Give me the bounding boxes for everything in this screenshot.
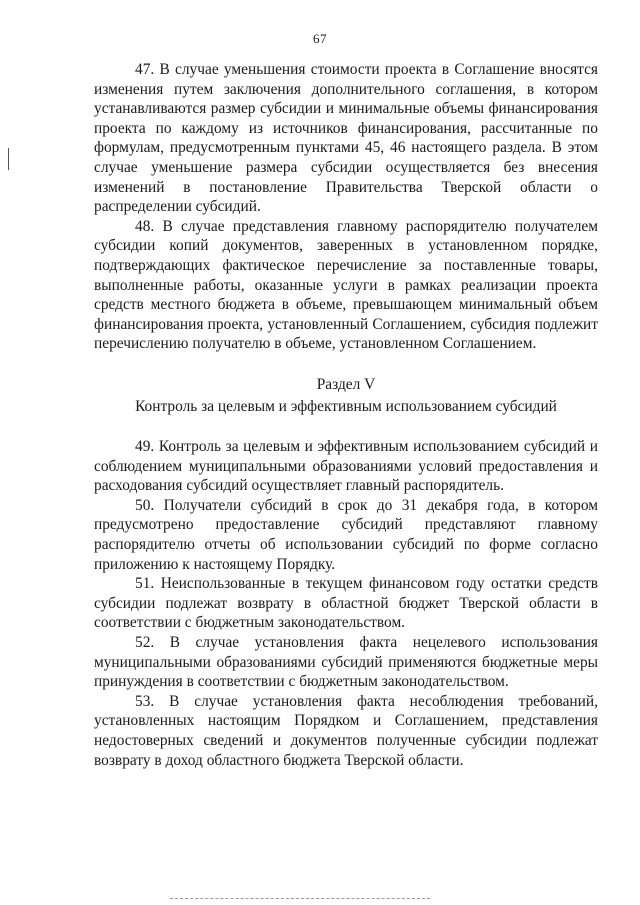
section-title: Контроль за целевым и эффективным использованием субсидий: [135, 397, 557, 415]
section-number: Раздел V: [316, 375, 376, 393]
paragraph-52: 52. В случае установления факта нецелевого использования муниципальными образованиями субсидий применяются бюджетные меры принуждения в соответствии с бюджетным законодательством.: [94, 634, 598, 691]
paragraph-51: 51. Неиспользованные в текущем финансовом году остатки средств субсидии подлежат возврату в областной бюджет Тверской области в соответствии с бюджетным законодательством.: [94, 575, 598, 632]
scan-artifact-line: [170, 898, 430, 899]
margin-mark: [8, 148, 9, 170]
document-body: [94, 60, 598, 770]
paragraph-47: 47. В случае уменьшения стоимости проекта в Соглашение вносятся изменения путем заключения дополнительного соглашения, в котором устанавливаются размер субсидии и минимальные объемы финансирования проекта по каждому из источников финансирования, рассчитанные по формулам, предусмотренным пунктами 45, 46 настоящего раздела. В этом случае уменьшение размера субсидии осуществляется без внесения изменений в постановление Правительства Тверской области о распределении субсидий.: [94, 61, 598, 216]
page-number: 67: [313, 31, 327, 46]
paragraph-49: 49. Контроль за целевым и эффективным использованием субсидий и соблюдением муниципальными образованиями условий предоставления и расходования субсидий осуществляет главный распорядитель.: [94, 438, 598, 495]
paragraph-48: 48. В случае представления главному распорядителю получателем субсидии копий документов, заверенных в установленном порядке, подтверждающих фактическое перечисление за поставленные товары, выполненные работы, оказанные услуги в рамках реализации проекта средств местного бюджета в объеме, превышающем минимальный объем финансирования проекта, установленный Соглашением, субсидия подлежит перечислению получателю в объеме, установленном Соглашением.: [94, 217, 598, 353]
paragraph-50: 50. Получатели субсидий в срок до 31 декабря года, в котором предусмотрено предоставление субсидий представляют главному распорядителю отчеты об использовании субсидий по форме согласно приложению к настоящему Порядку.: [94, 496, 598, 573]
paragraph-53: 53. В случае установления факта несоблюдения требований, установленных настоящим Порядком и Соглашением, представления недостоверных сведений и документов полученные субсидии подлежат возврату в доход областного бюджета Тверской области.: [94, 692, 598, 769]
